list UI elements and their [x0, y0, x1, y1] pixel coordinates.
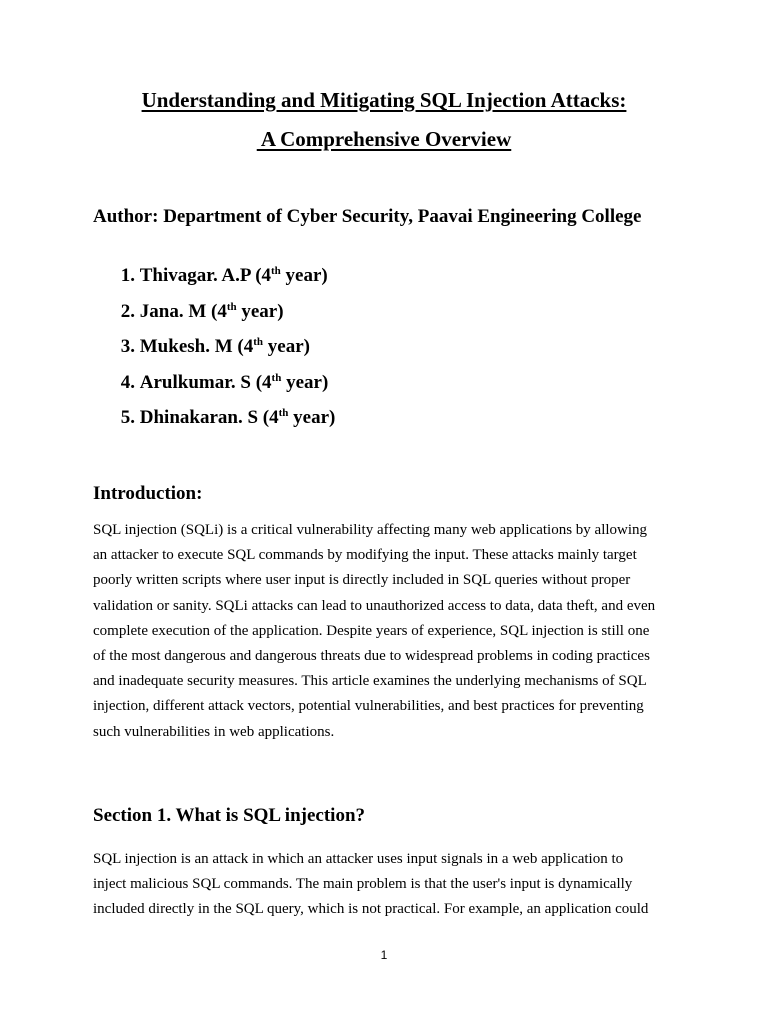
author-name: Thivagar. A.P (4: [139, 265, 272, 286]
author-number: 4.: [120, 371, 135, 393]
ordinal-suffix: th: [271, 265, 281, 277]
author-item: [93, 263, 335, 299]
author-item: [93, 370, 335, 406]
author-name: Dhinakaran. S (4: [139, 407, 279, 428]
paragraph-line: injection, different attack vectors, potential vulnerabilities, and best practices for preventing: [93, 698, 644, 715]
paragraph-line: of the most dangerous and dangerous threats due to widespread problems in coding practices: [93, 648, 650, 665]
paragraph-line: validation or sanity. SQLi attacks can lead to unauthorized access to data, data theft, and even: [93, 597, 656, 614]
author-line: Author: Department of Cyber Security, Paavai Engineering College: [93, 206, 642, 227]
page-number: 1: [380, 948, 388, 962]
author-name: Jana. M (4: [139, 300, 227, 322]
introduction-paragraph: [93, 518, 683, 745]
author-year: year): [263, 336, 310, 357]
paragraph-line: an attacker to execute SQL commands by modifying the input. These attacks mainly target: [93, 547, 637, 564]
ordinal-suffix: th: [278, 407, 289, 419]
author-number: 5.: [120, 407, 135, 428]
paragraph-line: included directly in the SQL query, which is not practical. For example, an application could: [93, 901, 649, 918]
author-year: year): [281, 371, 329, 393]
author-year: year): [288, 407, 336, 428]
author-item: [93, 405, 335, 441]
author-number: 2.: [120, 300, 135, 322]
document-title-line-2: A Comprehensive Overview: [256, 127, 512, 151]
author-name: Arulkumar. S (4: [139, 371, 272, 393]
ordinal-suffix: th: [253, 336, 264, 348]
paragraph-line: SQL injection is an attack in which an attacker uses input signals in a web application to: [93, 851, 624, 867]
introduction-heading: Introduction:: [93, 483, 203, 504]
author-item: [93, 299, 335, 335]
ordinal-suffix: th: [271, 371, 282, 384]
author-list: [93, 263, 335, 441]
paragraph-line: and inadequate security measures. This article examines the underlying mechanisms of SQL: [93, 673, 647, 690]
paragraph-line: poorly written scripts where user input is directly included in SQL queries without proper: [93, 572, 631, 589]
author-number: 1.: [120, 265, 135, 286]
author-number: 3.: [120, 336, 135, 357]
paragraph-line: SQL injection (SQLi) is a critical vulnerability affecting many web applications by allowing: [93, 522, 648, 538]
document-title-line-1: Understanding and Mitigating SQL Injection Attacks:: [141, 88, 627, 112]
ordinal-suffix: th: [226, 300, 237, 313]
paragraph-line: such vulnerabilities in web applications.: [93, 723, 335, 740]
author-year: year): [236, 300, 284, 322]
paragraph-line: complete execution of the application. Despite years of experience, SQL injection is still one: [93, 622, 650, 639]
author-item: [93, 334, 335, 370]
author-name: Mukesh. M (4: [139, 336, 254, 357]
paragraph-line: inject malicious SQL commands. The main problem is that the user's input is dynamically: [93, 876, 633, 893]
section-1-heading: Section 1. What is SQL injection?: [93, 805, 366, 826]
author-year: year): [280, 265, 328, 286]
section-1-paragraph: [93, 847, 683, 923]
